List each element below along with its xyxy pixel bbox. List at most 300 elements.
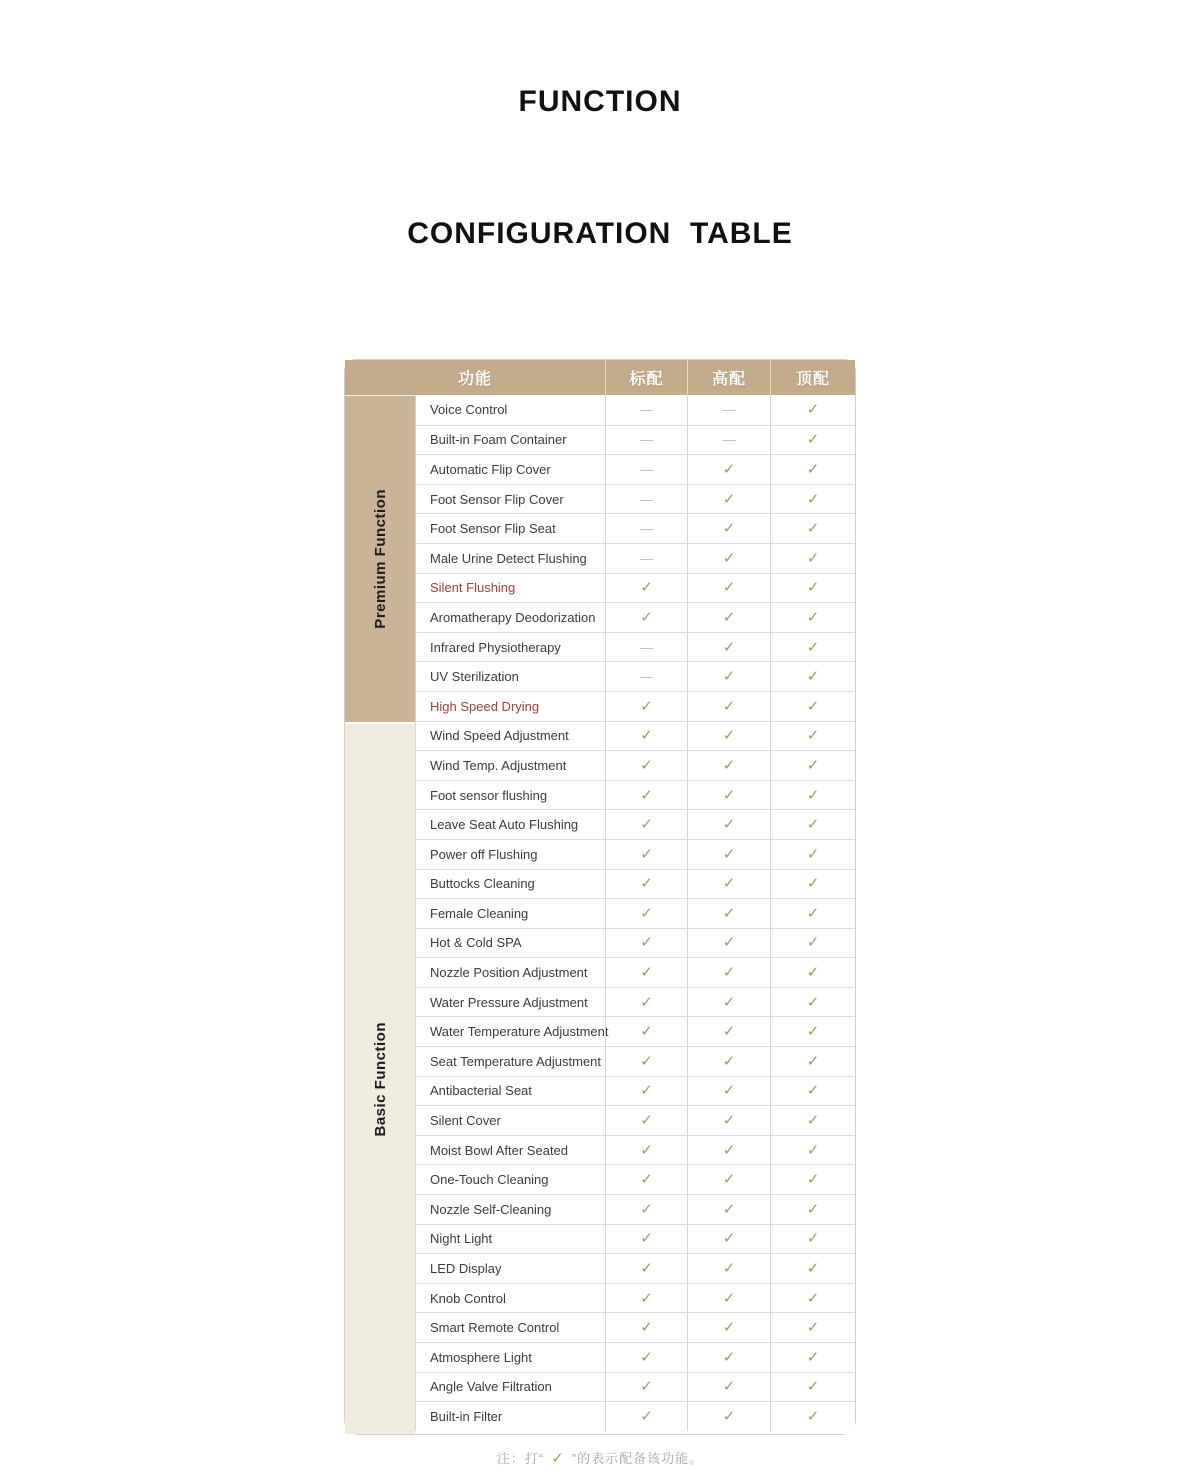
feature-name: Hot & Cold SPA [415, 929, 605, 958]
tier-value-cell [605, 395, 687, 425]
table-row [415, 721, 855, 751]
check-icon: ✓ [640, 1052, 653, 1070]
check-icon: ✓ [806, 431, 820, 449]
tier-value-cell [770, 1106, 855, 1135]
check-icon: ✓ [722, 1200, 736, 1218]
tier-value-cell [770, 988, 855, 1017]
tier-value-cell [770, 1077, 855, 1106]
feature-name: High Speed Drying [415, 692, 605, 721]
check-icon: ✓ [640, 1289, 653, 1307]
table-row [415, 1283, 855, 1313]
feature-name: One-Touch Cleaning [415, 1165, 605, 1194]
table-row [415, 780, 855, 810]
feature-name: Male Urine Detect Flushing [415, 544, 605, 573]
tier-value-cell [687, 870, 770, 899]
check-icon: ✓ [722, 668, 736, 686]
tier-value-cell [770, 1225, 855, 1254]
tier-value-cell [687, 1077, 770, 1106]
tier-value-cell [770, 1254, 855, 1283]
tier-value-cell [605, 1165, 687, 1194]
check-icon: ✓ [806, 520, 820, 538]
check-icon: ✓ [722, 1230, 736, 1248]
table-row [415, 869, 855, 899]
tier-value-cell [770, 514, 855, 543]
check-icon: ✓ [722, 1023, 736, 1041]
tier-value-cell [605, 1136, 687, 1165]
table-row [415, 484, 855, 514]
tier-value-cell [687, 662, 770, 691]
tier-value-cell [770, 426, 855, 455]
check-icon: ✓ [722, 1082, 736, 1100]
function-configuration-table [344, 359, 856, 1435]
tier-value-cell [687, 1136, 770, 1165]
table-body [345, 395, 855, 1434]
tier-value-cell [687, 1047, 770, 1076]
tier-value-cell [605, 485, 687, 514]
check-icon: ✓ [806, 1319, 820, 1337]
table-row [415, 632, 855, 662]
check-icon: ✓ [640, 1407, 653, 1425]
check-icon: ✓ [806, 668, 820, 686]
tier-value-cell [770, 455, 855, 484]
tier-value-cell [605, 1195, 687, 1224]
tier-value-cell [770, 1195, 855, 1224]
check-icon: ✓ [722, 608, 736, 626]
check-icon: ✓ [722, 697, 736, 715]
table-row [415, 898, 855, 928]
tier-value-cell [770, 633, 855, 662]
tier-value-cell [605, 1284, 687, 1313]
tier-value-cell [770, 840, 855, 869]
table-row [415, 750, 855, 780]
check-icon: ✓ [640, 875, 653, 893]
tier-value-cell [687, 485, 770, 514]
check-icon: ✓ [722, 490, 736, 508]
check-icon: ✓ [806, 904, 820, 922]
tier-value-cell [687, 426, 770, 455]
feature-name: Female Cleaning [415, 899, 605, 928]
check-icon: ✓ [640, 1023, 653, 1041]
feature-name: Buttocks Cleaning [415, 870, 605, 899]
check-icon: ✓ [722, 1407, 736, 1425]
check-icon: ✓ [722, 1141, 736, 1159]
check-icon: ✓ [806, 964, 820, 982]
tier-value-cell [770, 1313, 855, 1342]
feature-name: Built-in Foam Container [415, 426, 605, 455]
check-icon: ✓ [640, 786, 653, 804]
table-row [415, 661, 855, 691]
tier-value-cell [687, 1165, 770, 1194]
tier-value-cell [687, 751, 770, 780]
check-icon: ✓ [806, 1260, 820, 1278]
tier-value-cell [605, 514, 687, 543]
feature-name: Power off Flushing [415, 840, 605, 869]
check-icon: ✓ [640, 934, 653, 952]
tier-value-cell [605, 1373, 687, 1402]
feature-name: Built-in Filter [415, 1402, 605, 1431]
dash-icon: — [640, 669, 653, 685]
feature-name: Night Light [415, 1225, 605, 1254]
tier-value-cell [687, 544, 770, 573]
check-icon: ✓ [806, 1407, 820, 1425]
tier-value-cell [770, 810, 855, 839]
tier-value-cell [770, 1284, 855, 1313]
tier-value-cell [605, 692, 687, 721]
feature-name: Smart Remote Control [415, 1313, 605, 1342]
feature-name: Aromatherapy Deodorization [415, 603, 605, 632]
feature-name: LED Display [415, 1254, 605, 1283]
tier-value-cell [605, 870, 687, 899]
feature-name: Moist Bowl After Seated [415, 1136, 605, 1165]
tier-value-cell [770, 958, 855, 987]
check-icon: ✓ [806, 579, 820, 597]
tier-value-cell [605, 722, 687, 751]
check-icon: ✓ [806, 756, 820, 774]
feature-name: UV Sterilization [415, 662, 605, 691]
check-icon: ✓ [806, 1112, 820, 1130]
footnote-check-icon: ✓ [551, 1449, 565, 1467]
tier-value-cell [605, 840, 687, 869]
tier-value-cell [605, 603, 687, 632]
check-icon: ✓ [640, 1200, 653, 1218]
tier-value-cell [770, 1136, 855, 1165]
table-row [415, 1194, 855, 1224]
tier-value-cell [687, 1284, 770, 1313]
check-icon: ✓ [722, 993, 736, 1011]
tier-value-cell [770, 603, 855, 632]
check-icon: ✓ [640, 1082, 653, 1100]
sidebar-section-basic [345, 722, 415, 1434]
feature-name: Foot Sensor Flip Seat [415, 514, 605, 543]
tier-value-cell [605, 633, 687, 662]
section-label-premium: Premium Function [371, 488, 389, 629]
check-icon: ✓ [640, 1319, 653, 1337]
check-icon: ✓ [806, 993, 820, 1011]
tier-value-cell [770, 692, 855, 721]
check-icon: ✓ [640, 816, 653, 834]
tier-value-cell [687, 722, 770, 751]
tier-value-cell [605, 1343, 687, 1372]
feature-name: Foot Sensor Flip Cover [415, 485, 605, 514]
tier-value-cell [770, 662, 855, 691]
tier-value-cell [770, 395, 855, 425]
dash-icon: — [640, 491, 653, 507]
check-icon: ✓ [640, 964, 653, 982]
table-row [415, 1105, 855, 1135]
section-sidebar [345, 395, 415, 1434]
header-cell-feature: 功能 [457, 371, 492, 388]
tier-value-cell [687, 1106, 770, 1135]
check-icon: ✓ [722, 904, 736, 922]
tier-value-cell [687, 1017, 770, 1046]
tier-value-cell [687, 692, 770, 721]
check-icon: ✓ [806, 638, 820, 656]
check-icon: ✓ [640, 1230, 653, 1248]
feature-name: Wind Speed Adjustment [415, 722, 605, 751]
check-icon: ✓ [806, 934, 820, 952]
feature-name: Voice Control [415, 395, 605, 425]
check-icon: ✓ [806, 460, 820, 478]
feature-name: Wind Temp. Adjustment [415, 751, 605, 780]
tier-value-cell [770, 781, 855, 810]
table-row [415, 513, 855, 543]
table-row [415, 987, 855, 1017]
table-rows [415, 395, 855, 1434]
check-icon: ✓ [640, 993, 653, 1011]
feature-name: Antibacterial Seat [415, 1077, 605, 1106]
tier-value-cell [605, 662, 687, 691]
header-cell-tier-standard: 标配 [605, 360, 687, 395]
feature-name: Knob Control [415, 1284, 605, 1313]
header-cell-tier-top: 顶配 [770, 360, 855, 395]
tier-value-cell [687, 958, 770, 987]
tier-value-cell [770, 870, 855, 899]
check-icon: ✓ [722, 1052, 736, 1070]
table-row [415, 1076, 855, 1106]
check-icon: ✓ [806, 1023, 820, 1041]
check-icon: ✓ [806, 1230, 820, 1248]
tier-value-cell [770, 574, 855, 603]
tier-value-cell [770, 544, 855, 573]
check-icon: ✓ [722, 845, 736, 863]
table-row [415, 957, 855, 987]
footnote-suffix: ”的表示配备该功能。 [571, 1450, 704, 1466]
table-row [415, 1046, 855, 1076]
tier-value-cell [687, 1343, 770, 1372]
tier-value-cell [770, 1402, 855, 1431]
tier-value-cell [770, 1373, 855, 1402]
table-row [415, 454, 855, 484]
feature-name: Automatic Flip Cover [415, 455, 605, 484]
tier-value-cell [687, 899, 770, 928]
tier-value-cell [605, 781, 687, 810]
dash-icon: — [722, 402, 736, 418]
tier-value-cell [770, 1343, 855, 1372]
page-title [0, 0, 1200, 344]
tier-value-cell [605, 1017, 687, 1046]
check-icon: ✓ [806, 490, 820, 508]
tier-value-cell [605, 574, 687, 603]
check-icon: ✓ [722, 1260, 736, 1278]
feature-name: Foot sensor flushing [415, 781, 605, 810]
check-icon: ✓ [640, 579, 653, 597]
check-icon: ✓ [722, 1348, 736, 1366]
tier-value-cell [605, 1254, 687, 1283]
check-icon: ✓ [722, 786, 736, 804]
tier-value-cell [605, 1106, 687, 1135]
tier-value-cell [605, 810, 687, 839]
check-icon: ✓ [722, 638, 736, 656]
check-icon: ✓ [722, 756, 736, 774]
header-cell-tier-high: 高配 [687, 360, 770, 395]
table-row [415, 1372, 855, 1402]
table-row [415, 928, 855, 958]
check-icon: ✓ [722, 1112, 736, 1130]
check-icon: ✓ [722, 520, 736, 538]
tier-value-cell [687, 574, 770, 603]
check-icon: ✓ [722, 964, 736, 982]
check-icon: ✓ [806, 727, 820, 745]
check-icon: ✓ [806, 845, 820, 863]
check-icon: ✓ [806, 786, 820, 804]
feature-name: Nozzle Position Adjustment [415, 958, 605, 987]
check-icon: ✓ [806, 1171, 820, 1189]
check-icon: ✓ [640, 608, 653, 626]
tier-value-cell [770, 485, 855, 514]
tier-value-cell [770, 722, 855, 751]
table-row [415, 602, 855, 632]
table-row [415, 1253, 855, 1283]
footnote-prefix: 注：打“ [496, 1450, 545, 1466]
tier-value-cell [770, 1165, 855, 1194]
check-icon: ✓ [806, 608, 820, 626]
tier-value-cell [687, 988, 770, 1017]
feature-name: Angle Valve Filtration [415, 1373, 605, 1402]
table-row [415, 839, 855, 869]
dash-icon: — [640, 402, 653, 418]
tier-value-cell [605, 929, 687, 958]
check-icon: ✓ [640, 845, 653, 863]
table-row [415, 425, 855, 455]
tier-value-cell [770, 751, 855, 780]
tier-value-cell [687, 929, 770, 958]
feature-name: Silent Flushing [415, 574, 605, 603]
tier-value-cell [687, 1313, 770, 1342]
table-row [415, 809, 855, 839]
table-row [415, 1224, 855, 1254]
feature-name: Atmosphere Light [415, 1343, 605, 1372]
tier-value-cell [605, 544, 687, 573]
feature-name: Nozzle Self-Cleaning [415, 1195, 605, 1224]
check-icon: ✓ [640, 697, 653, 715]
tier-value-cell [687, 455, 770, 484]
table-row [415, 1135, 855, 1165]
feature-name: Water Temperature Adjustment [415, 1017, 605, 1046]
check-icon: ✓ [722, 1319, 736, 1337]
dash-icon: — [640, 550, 653, 566]
table-row [415, 543, 855, 573]
feature-name: Infrared Physiotherapy [415, 633, 605, 662]
sidebar-section-premium [345, 395, 415, 722]
feature-name: Water Pressure Adjustment [415, 988, 605, 1017]
tier-value-cell [687, 603, 770, 632]
check-icon: ✓ [640, 1141, 653, 1159]
check-icon: ✓ [722, 460, 736, 478]
check-icon: ✓ [640, 1260, 653, 1278]
tier-value-cell [770, 929, 855, 958]
check-icon: ✓ [640, 1348, 653, 1366]
feature-name: Silent Cover [415, 1106, 605, 1135]
check-icon: ✓ [722, 549, 736, 567]
check-icon: ✓ [806, 549, 820, 567]
section-label-basic: Basic Function [371, 1021, 389, 1137]
tier-value-cell [605, 1225, 687, 1254]
check-icon: ✓ [640, 1171, 653, 1189]
check-icon: ✓ [722, 934, 736, 952]
check-icon: ✓ [722, 816, 736, 834]
check-icon: ✓ [806, 1141, 820, 1159]
table-row [415, 395, 855, 425]
check-icon: ✓ [722, 1171, 736, 1189]
feature-name: Seat Temperature Adjustment [415, 1047, 605, 1076]
tier-value-cell [687, 514, 770, 543]
check-icon: ✓ [806, 1289, 820, 1307]
tier-value-cell [687, 633, 770, 662]
table-row [415, 1401, 855, 1431]
check-icon: ✓ [640, 727, 653, 745]
table-row [415, 691, 855, 721]
page-title-line2: CONFIGURATION TABLE [407, 217, 793, 250]
table-header [345, 360, 855, 395]
dash-icon: — [722, 432, 736, 448]
check-icon: ✓ [806, 1200, 820, 1218]
tier-value-cell [605, 455, 687, 484]
tier-value-cell [770, 899, 855, 928]
tier-value-cell [605, 1047, 687, 1076]
tier-value-cell [770, 1017, 855, 1046]
tier-value-cell [605, 426, 687, 455]
table-row [415, 1164, 855, 1194]
tier-value-cell [687, 840, 770, 869]
page-title-line1: FUNCTION [518, 85, 682, 118]
check-icon: ✓ [806, 816, 820, 834]
tier-value-cell [687, 1373, 770, 1402]
check-icon: ✓ [806, 1378, 820, 1396]
check-icon: ✓ [722, 727, 736, 745]
dash-icon: — [640, 521, 653, 537]
tier-value-cell [687, 1402, 770, 1431]
check-icon: ✓ [640, 904, 653, 922]
table-row [415, 1016, 855, 1046]
feature-name: Leave Seat Auto Flushing [415, 810, 605, 839]
check-icon: ✓ [806, 1348, 820, 1366]
tier-value-cell [605, 958, 687, 987]
tier-value-cell [605, 751, 687, 780]
tier-value-cell [687, 395, 770, 425]
tier-value-cell [687, 781, 770, 810]
table-row [415, 573, 855, 603]
tier-value-cell [605, 1313, 687, 1342]
check-icon: ✓ [806, 1082, 820, 1100]
tier-value-cell [605, 1077, 687, 1106]
check-icon: ✓ [640, 1112, 653, 1130]
check-icon: ✓ [722, 1289, 736, 1307]
table-row [415, 1312, 855, 1342]
dash-icon: — [640, 461, 653, 477]
check-icon: ✓ [722, 1378, 736, 1396]
table-row [415, 1342, 855, 1372]
check-icon: ✓ [722, 875, 736, 893]
tier-value-cell [687, 810, 770, 839]
footnote [0, 1448, 1200, 1467]
check-icon: ✓ [806, 401, 820, 419]
check-icon: ✓ [722, 579, 736, 597]
tier-value-cell [687, 1254, 770, 1283]
dash-icon: — [640, 432, 653, 448]
check-icon: ✓ [806, 875, 820, 893]
tier-value-cell [605, 988, 687, 1017]
tier-value-cell [605, 899, 687, 928]
check-icon: ✓ [806, 697, 820, 715]
tier-value-cell [605, 1402, 687, 1431]
check-icon: ✓ [806, 1052, 820, 1070]
check-icon: ✓ [640, 1378, 653, 1396]
check-icon: ✓ [640, 756, 653, 774]
tier-value-cell [687, 1195, 770, 1224]
dash-icon: — [640, 639, 653, 655]
tier-value-cell [770, 1047, 855, 1076]
tier-value-cell [687, 1225, 770, 1254]
